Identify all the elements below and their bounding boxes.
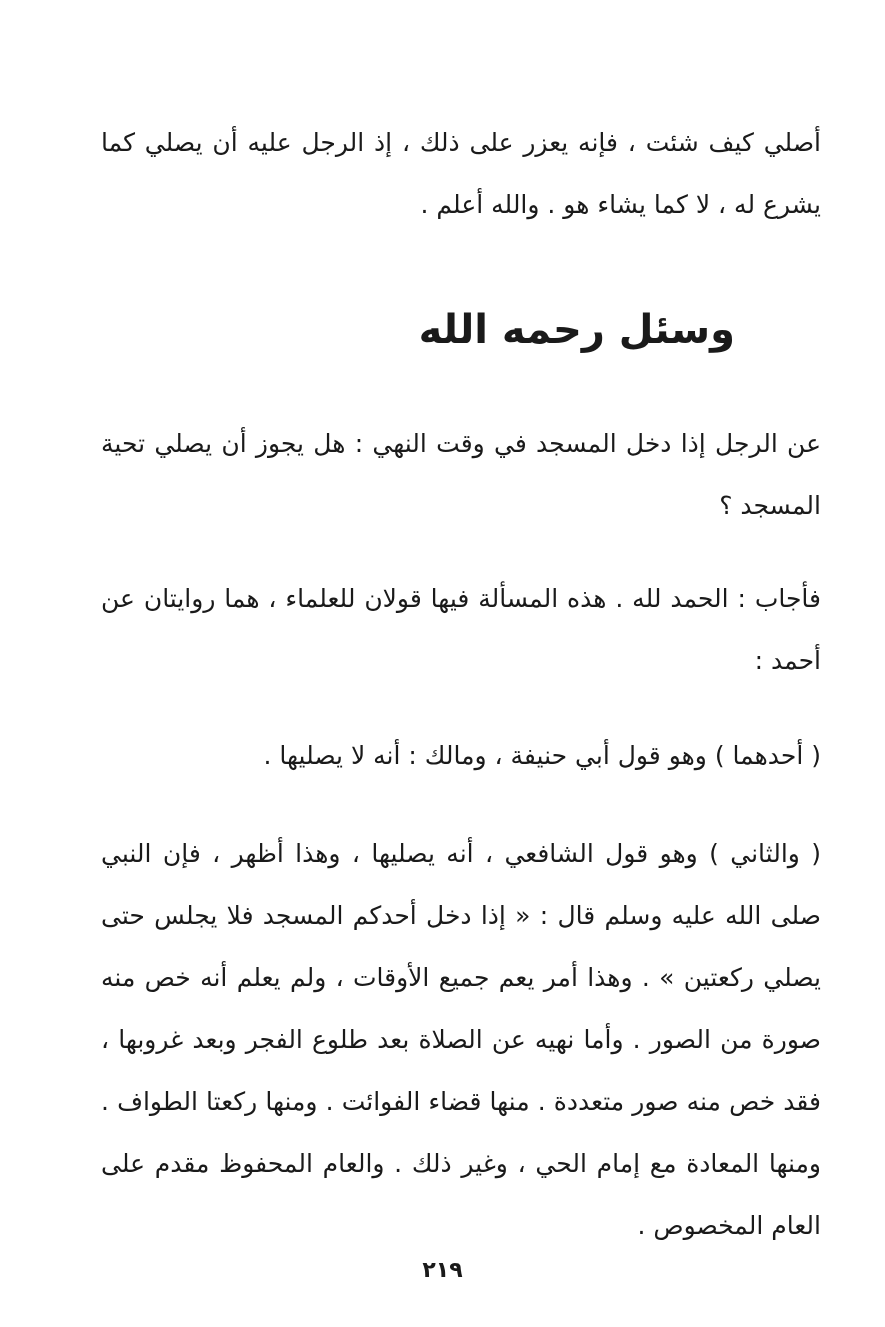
second-view-paragraph: ( والثاني ) وهو قول الشافعي ، أنه يصليها ، وهذا أظهر ، فإن النبي صلى الله عليه وسلم قال : « إذا دخل أحدكم المسجد فلا يجلس حتى يصلي ركعتين » . وهذا أمر يعم جميع الأوقات ، ولم يعلم أنه خص منه صورة من الصور . وأما نهيه عن الصلاة بعد طلوع الفجر وبعد غروبها ، فقد خص منه صور متعددة . منها قضاء الفوائت . ومنها ركعتا الطواف . ومنها المعادة مع إمام الحي ، وغير ذلك . والعام المحفوظ مقدم على العام المخصوص . xyxy=(101,839,821,1240)
answer-intro-paragraph: فأجاب : الحمد لله . هذه المسألة فيها قولان للعلماء ، هما روايتان عن أحمد : xyxy=(101,584,821,675)
continuation-paragraph: أصلي كيف شئت ، فإنه يعزر على ذلك ، إذ الرجل عليه أن يصلي كما يشرع له ، لا كما يشاء هو . والله أعلم . xyxy=(101,128,821,219)
section-heading: وسئل رحمه الله xyxy=(418,307,735,353)
page-number: ٢١٩ xyxy=(422,1258,463,1283)
question-paragraph: عن الرجل إذا دخل المسجد في وقت النهي : هل يجوز أن يصلي تحية المسجد ؟ xyxy=(101,429,821,520)
first-view-paragraph: ( أحدهما ) وهو قول أبي حنيفة ، ومالك : أنه لا يصليها . xyxy=(263,741,821,770)
